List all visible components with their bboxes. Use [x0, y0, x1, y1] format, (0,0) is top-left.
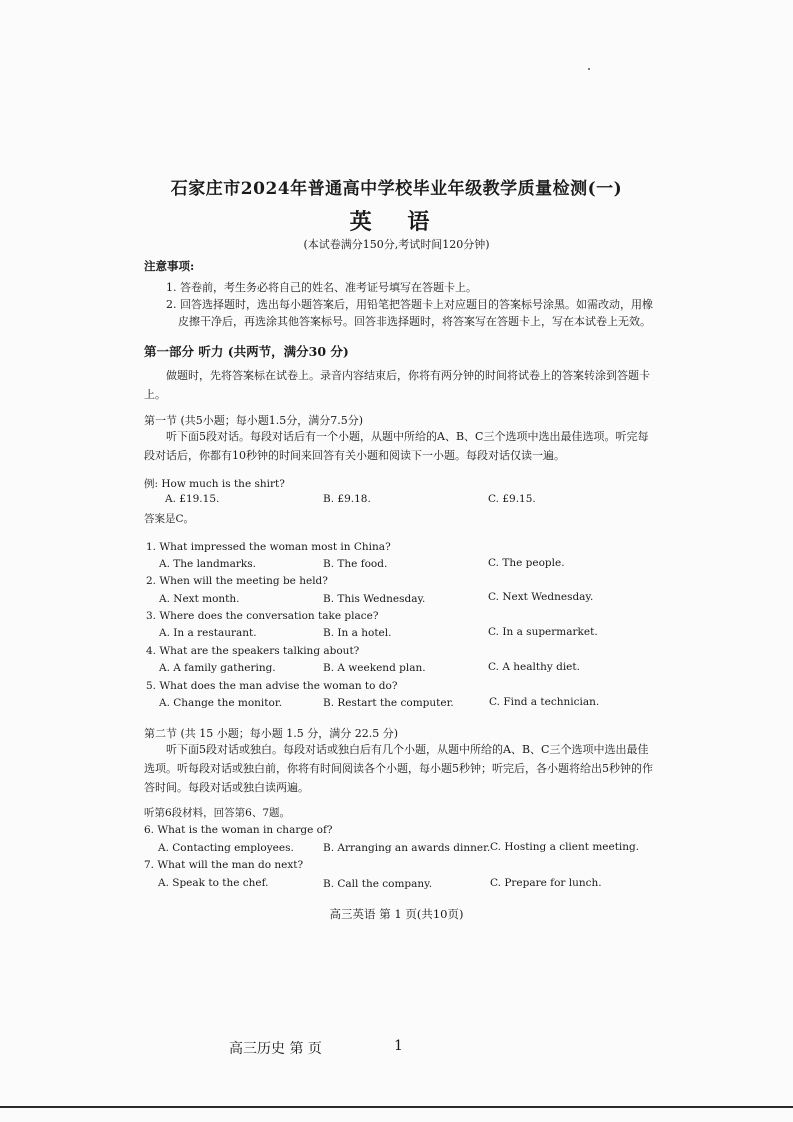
question-5: 5. What does the man advise the woman to do? — [146, 680, 398, 692]
example-option-a: A. £19.15. — [165, 493, 220, 505]
question-1-option-c: C. The people. — [488, 557, 565, 569]
question-4: 4. What are the speakers talking about? — [146, 645, 360, 657]
question-6: 6. What is the woman in charge of? — [144, 824, 333, 836]
question-3-option-a: A. In a restaurant. — [159, 627, 257, 639]
question-6-option-c: C. Hosting a client meeting. — [490, 841, 640, 853]
notice-item-2-line-2: 皮擦干净后，再选涂其他答案标号。回答非选择题时，将答案写在答题卡上，写在本试卷上无效。 — [178, 315, 651, 328]
exam-title: 石家庄市2024年普通高中学校毕业年级教学质量检测(一) — [170, 179, 623, 199]
section1-heading: 第一节 (共5小题；每小题1.5分，满分7.5分) — [144, 414, 364, 427]
page-bottom-edge — [0, 1106, 793, 1108]
question-6-option-a: A. Contacting employees. — [158, 842, 294, 854]
question-1-option-a: A. The landmarks. — [159, 558, 257, 570]
question-2-option-b: B. This Wednesday. — [323, 593, 426, 605]
question-3-option-c: C. In a supermarket. — [488, 626, 598, 638]
question-3: 3. Where does the conversation take place? — [146, 610, 379, 622]
question-3-option-b: B. In a hotel. — [323, 627, 392, 639]
notice-item-2-line-1: 2. 回答选择题时，选出每小题答案后，用铅笔把答题卡上对应题目的答案标号涂黑。如需改动，用橡 — [166, 298, 653, 311]
question-6-option-b: B. Arranging an awards dinner. — [323, 842, 491, 854]
question-7-option-b: B. Call the company. — [323, 878, 433, 890]
section2-instructions: 听下面5段对话或独白。每段对话或独白后有几个小题，从题中所给的A、B、C三个选项中选出最佳选项。听每段对话或独白前，你将有时间阅读各个小题，每小题5秒钟；听完后，各小题将给出5秒钟的作答时间。每段对话或独白读两遍。 — [144, 743, 653, 794]
question-2-option-c: C. Next Wednesday. — [488, 591, 594, 603]
scan-speck — [588, 68, 590, 70]
question-5-option-b: B. Restart the computer. — [323, 697, 454, 709]
example-answer: 答案是C。 — [144, 513, 195, 525]
bottom-stamp-number: 1 — [394, 1038, 403, 1054]
question-4-option-b: B. A weekend plan. — [323, 662, 426, 674]
example-option-b: B. £9.18. — [323, 493, 371, 505]
question-1-option-b: B. The food. — [323, 558, 388, 570]
bottom-stamp-text: 高三历史 第 页 — [229, 1041, 322, 1057]
section1-instructions: 听下面5段对话。每段对话后有一个小题，从题中所给的A、B、C三个选项中选出最佳选项。听完每段对话后，你都有10秒钟的时间来回答有关小题和阅读下一小题。每段对话仅读一遍。 — [144, 430, 649, 462]
question-2-option-a: A. Next month. — [159, 593, 240, 605]
section2-material: 听第6段材料，回答第6、7题。 — [144, 807, 291, 819]
question-7: 7. What will the man do next? — [144, 859, 304, 871]
question-4-option-a: A. A family gathering. — [159, 662, 276, 674]
part1-intro: 做题时，先将答案标在试卷上。录音内容结束后，你将有两分钟的时间将试卷上的答案转涂到答题卡上。 — [144, 369, 650, 401]
page-footer: 高三英语 第 1 页(共10页) — [329, 907, 464, 921]
question-5-option-c: C. Find a technician. — [489, 696, 600, 708]
question-2: 2. When will the meeting be held? — [146, 575, 328, 587]
part1-heading: 第一部分 听力 (共两节，满分30 分) — [144, 344, 349, 359]
subject-title: 英 语 — [349, 209, 444, 235]
question-4-option-c: C. A healthy diet. — [488, 661, 580, 673]
question-1: 1. What impressed the woman most in China? — [146, 541, 391, 553]
question-7-option-a: A. Speak to the chef. — [158, 877, 269, 889]
example-option-c: C. £9.15. — [488, 493, 536, 505]
section2-heading: 第二节 (共 15 小题；每小题 1.5 分，满分 22.5 分) — [144, 727, 399, 740]
score-note: (本试卷满分150分,考试时间120分钟) — [303, 238, 490, 251]
notice-item-1: 1. 答卷前，考生务必将自己的姓名、准考证号填写在答题卡上。 — [166, 281, 477, 294]
example-question: 例: How much is the shirt? — [144, 478, 285, 490]
question-5-option-a: A. Change the monitor. — [159, 697, 283, 709]
question-7-option-c: C. Prepare for lunch. — [490, 877, 602, 889]
notice-heading: 注意事项: — [144, 259, 195, 273]
